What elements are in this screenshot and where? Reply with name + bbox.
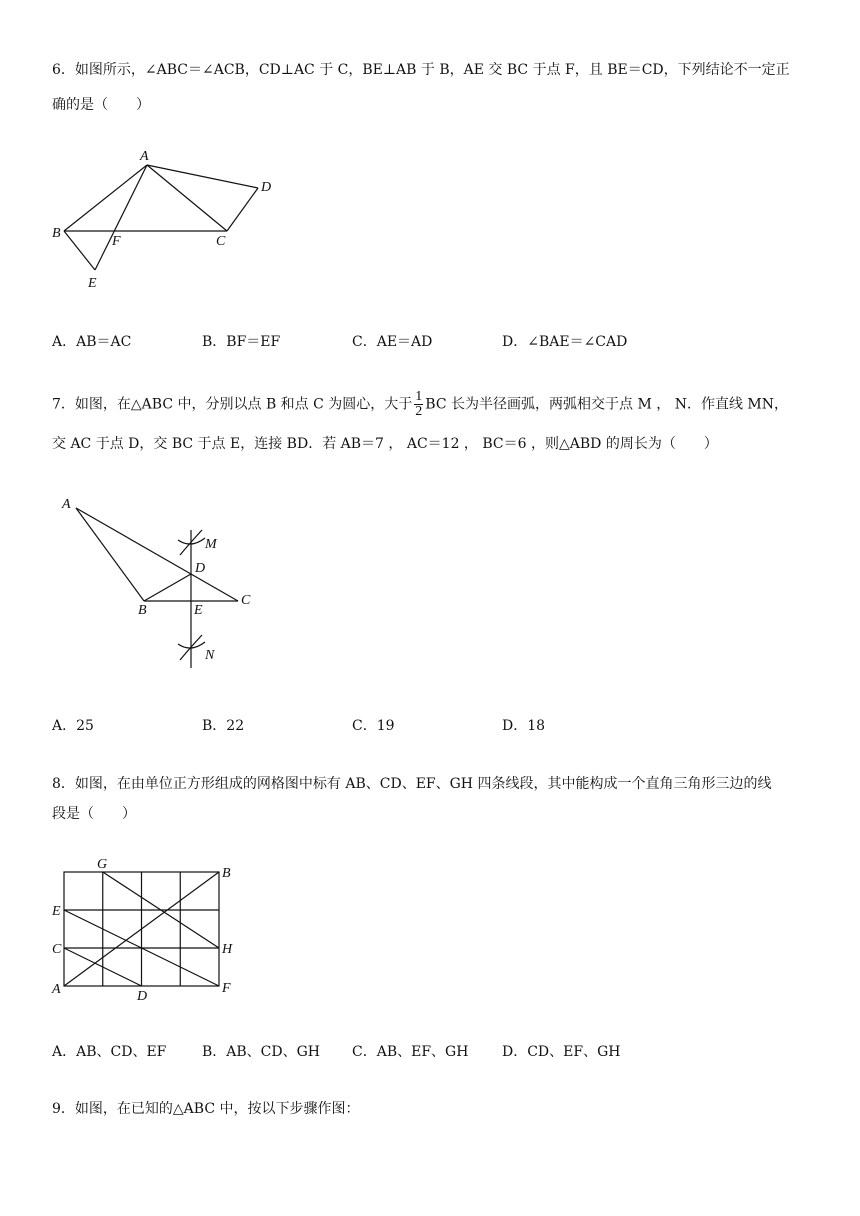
q6-option-d[interactable]: D．∠BAE＝∠CAD (502, 334, 628, 350)
q6-stem-line2: 确的是（ ） (52, 97, 150, 113)
q8-option-d[interactable]: D．CD、EF、GH (502, 1044, 621, 1060)
q6-label-D: D (261, 180, 272, 195)
q6-label-E: E (88, 276, 97, 291)
q6-option-a[interactable]: A．AB＝AC (52, 334, 132, 350)
q8-label-C: C (52, 942, 62, 957)
q7-option-d[interactable]: D．18 (502, 718, 546, 734)
q7-label-N: N (205, 648, 215, 663)
q7-label-C: C (241, 593, 251, 608)
q6-stem-line1: 6．如图所示，∠ABC＝∠ACB，CD⊥AC 于 C，BE⊥AB 于 B，AE 交 BC 于点 F，且 BE＝CD，下列结论不一定正 (52, 62, 790, 78)
q7-option-b[interactable]: B．22 (202, 718, 245, 734)
q8-label-F: F (222, 981, 231, 996)
q8-label-G: G (97, 857, 108, 872)
q8-label-D: D (137, 989, 148, 1004)
q8-label-H: H (222, 942, 233, 957)
q7-stem-part-a: 7．如图，在△ABC 中，分别以点 B 和点 C 为圆心，大于 (52, 396, 413, 413)
q8-label-A: A (52, 982, 61, 997)
q8-stem-line2: 段是（ ） (52, 806, 136, 822)
q8-stem-line1: 8．如图，在由单位正方形组成的网格图中标有 AB、CD、EF、GH 四条线段，其中能构成一个直角三角形三边的线 (52, 776, 772, 792)
q8-label-E: E (52, 904, 61, 919)
q6-label-C: C (216, 234, 226, 249)
q6-option-b[interactable]: B．BF＝EF (202, 334, 281, 350)
q8-option-b[interactable]: B．AB、CD、GH (202, 1044, 321, 1060)
q6-label-F: F (112, 234, 121, 249)
q7-option-a[interactable]: A．25 (52, 718, 94, 734)
q6-option-c[interactable]: C．AE＝AD (352, 334, 433, 350)
q7-frac-den: 2 (415, 404, 423, 419)
q7-label-A: A (62, 497, 71, 512)
q7-label-M: M (205, 537, 217, 552)
q8-option-a[interactable]: A．AB、CD、EF (52, 1044, 167, 1060)
q8-label-B: B (222, 866, 231, 881)
q6-label-A: A (140, 149, 149, 164)
q7-label-B: B (138, 603, 147, 618)
q7-option-c[interactable]: C．19 (352, 718, 395, 734)
q7-stem-line2: 交 AC 于点 D，交 BC 于点 E，连接 BD．若 AB＝7 ， AC＝12 ， BC＝6 ，则△ABD 的周长为（ ） (52, 436, 718, 452)
q7-label-E: E (194, 603, 203, 618)
q7-stem-part-b: BC 长为半径画弧，两弧相交于点 M ， N．作直线 MN， (425, 396, 788, 413)
q7-frac-num: 1 (415, 389, 423, 404)
q8-options (52, 1041, 812, 1061)
q7-label-D: D (195, 561, 206, 576)
q6-label-B: B (52, 226, 61, 241)
q9-stem-line1: 9．如图，在已知的△ABC 中，按以下步骤作图： (52, 1101, 360, 1117)
q8-option-c[interactable]: C．AB、EF、GH (352, 1044, 469, 1060)
